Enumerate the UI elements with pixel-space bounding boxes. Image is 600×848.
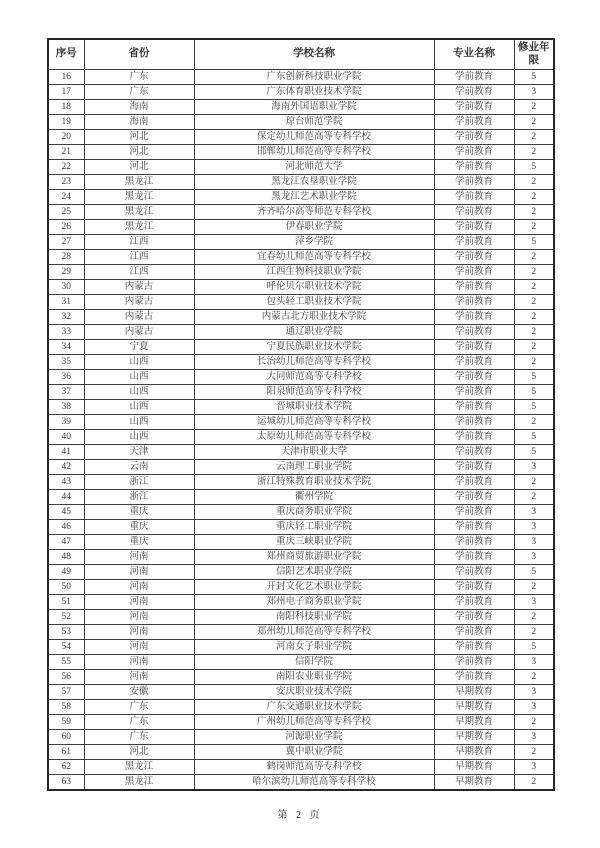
table-row bbox=[48, 730, 554, 745]
cell-school-name: 河北师范大学 bbox=[194, 160, 434, 175]
cell-index: 32 bbox=[48, 310, 84, 325]
cell-duration: 2 bbox=[514, 325, 554, 340]
cell-province: 重庆 bbox=[84, 535, 194, 550]
cell-province: 山西 bbox=[84, 355, 194, 370]
col-header-index: 序号 bbox=[48, 39, 84, 70]
cell-index: 44 bbox=[48, 490, 84, 505]
cell-school-name: 保定幼儿师范高等专科学校 bbox=[194, 130, 434, 145]
cell-index: 42 bbox=[48, 460, 84, 475]
cell-province: 内蒙古 bbox=[84, 325, 194, 340]
cell-index: 29 bbox=[48, 265, 84, 280]
cell-major-name: 学前教育 bbox=[434, 370, 514, 385]
cell-duration: 2 bbox=[514, 580, 554, 595]
cell-school-name: 邯郸幼儿师范高等专科学校 bbox=[194, 145, 434, 160]
cell-school-name: 广州幼儿师范高等专科学校 bbox=[194, 715, 434, 730]
cell-province: 内蒙古 bbox=[84, 310, 194, 325]
cell-province: 河北 bbox=[84, 160, 194, 175]
cell-duration: 2 bbox=[514, 265, 554, 280]
cell-school-name: 河南女子职业学院 bbox=[194, 640, 434, 655]
cell-index: 39 bbox=[48, 415, 84, 430]
cell-province: 黑龙江 bbox=[84, 760, 194, 775]
cell-major-name: 学前教育 bbox=[434, 310, 514, 325]
cell-duration: 2 bbox=[514, 490, 554, 505]
cell-major-name: 早期教育 bbox=[434, 745, 514, 760]
cell-school-name: 黑龙江艺术职业学院 bbox=[194, 190, 434, 205]
cell-duration: 2 bbox=[514, 775, 554, 791]
cell-school-name: 郑州商贸旅游职业学院 bbox=[194, 550, 434, 565]
cell-school-name: 广东体育职业技术学院 bbox=[194, 85, 434, 100]
cell-province: 河北 bbox=[84, 745, 194, 760]
cell-school-name: 大同师范高等专科学校 bbox=[194, 370, 434, 385]
table-header bbox=[48, 39, 554, 70]
cell-province: 云南 bbox=[84, 460, 194, 475]
cell-province: 广东 bbox=[84, 700, 194, 715]
cell-duration: 2 bbox=[514, 220, 554, 235]
cell-school-name: 重庆商务职业学院 bbox=[194, 505, 434, 520]
cell-school-name: 海南外国语职业学院 bbox=[194, 100, 434, 115]
cell-school-name: 内蒙古北方职业技术学院 bbox=[194, 310, 434, 325]
cell-major-name: 早期教育 bbox=[434, 760, 514, 775]
table-row bbox=[48, 70, 554, 85]
cell-major-name: 早期教育 bbox=[434, 685, 514, 700]
cell-school-name: 衢州学院 bbox=[194, 490, 434, 505]
cell-index: 24 bbox=[48, 190, 84, 205]
table-row bbox=[48, 385, 554, 400]
cell-province: 河北 bbox=[84, 130, 194, 145]
table-row bbox=[48, 535, 554, 550]
header-row bbox=[48, 39, 554, 70]
cell-major-name: 学前教育 bbox=[434, 130, 514, 145]
cell-duration: 2 bbox=[514, 670, 554, 685]
cell-duration: 2 bbox=[514, 115, 554, 130]
cell-index: 54 bbox=[48, 640, 84, 655]
cell-province: 内蒙古 bbox=[84, 280, 194, 295]
cell-index: 45 bbox=[48, 505, 84, 520]
cell-school-name: 江西生物科技职业学院 bbox=[194, 265, 434, 280]
table-row bbox=[48, 700, 554, 715]
table-row bbox=[48, 100, 554, 115]
cell-duration: 3 bbox=[514, 760, 554, 775]
cell-province: 海南 bbox=[84, 100, 194, 115]
cell-duration: 3 bbox=[514, 535, 554, 550]
cell-major-name: 学前教育 bbox=[434, 655, 514, 670]
cell-province: 河南 bbox=[84, 550, 194, 565]
cell-school-name: 重庆三峡职业学院 bbox=[194, 535, 434, 550]
cell-school-name: 浙江特殊教育职业技术学院 bbox=[194, 475, 434, 490]
cell-province: 山西 bbox=[84, 385, 194, 400]
col-header-duration: 修业年限 bbox=[514, 39, 554, 70]
cell-index: 57 bbox=[48, 685, 84, 700]
cell-major-name: 学前教育 bbox=[434, 670, 514, 685]
cell-school-name: 信阳艺术职业学院 bbox=[194, 565, 434, 580]
cell-major-name: 学前教育 bbox=[434, 610, 514, 625]
page-number: 第 2 页 bbox=[277, 810, 323, 821]
cell-province: 重庆 bbox=[84, 505, 194, 520]
cell-duration: 3 bbox=[514, 655, 554, 670]
cell-index: 34 bbox=[48, 340, 84, 355]
cell-school-name: 呼伦贝尔职业技术学院 bbox=[194, 280, 434, 295]
cell-index: 48 bbox=[48, 550, 84, 565]
cell-province: 黑龙江 bbox=[84, 775, 194, 791]
col-header-province: 省份 bbox=[84, 39, 194, 70]
cell-province: 安徽 bbox=[84, 685, 194, 700]
table-row bbox=[48, 85, 554, 100]
cell-school-name: 伊春职业学院 bbox=[194, 220, 434, 235]
table-row bbox=[48, 610, 554, 625]
table-row bbox=[48, 250, 554, 265]
cell-school-name: 宜春幼儿师范高等专科学校 bbox=[194, 250, 434, 265]
cell-duration: 2 bbox=[514, 190, 554, 205]
cell-major-name: 学前教育 bbox=[434, 385, 514, 400]
cell-duration: 2 bbox=[514, 100, 554, 115]
table-row bbox=[48, 235, 554, 250]
table-row bbox=[48, 625, 554, 640]
table-row bbox=[48, 175, 554, 190]
cell-province: 河南 bbox=[84, 625, 194, 640]
cell-province: 广东 bbox=[84, 85, 194, 100]
table-row bbox=[48, 310, 554, 325]
table-row bbox=[48, 325, 554, 340]
cell-duration: 3 bbox=[514, 730, 554, 745]
cell-index: 31 bbox=[48, 295, 84, 310]
cell-duration: 2 bbox=[514, 280, 554, 295]
table-row bbox=[48, 505, 554, 520]
cell-major-name: 学前教育 bbox=[434, 475, 514, 490]
table-row bbox=[48, 565, 554, 580]
cell-duration: 2 bbox=[514, 295, 554, 310]
cell-index: 26 bbox=[48, 220, 84, 235]
cell-index: 51 bbox=[48, 595, 84, 610]
col-header-school-name: 学校名称 bbox=[194, 39, 434, 70]
cell-province: 江西 bbox=[84, 265, 194, 280]
cell-province: 江西 bbox=[84, 235, 194, 250]
cell-school-name: 鹤岗师范高等专科学校 bbox=[194, 760, 434, 775]
cell-duration: 3 bbox=[514, 700, 554, 715]
cell-province: 山西 bbox=[84, 430, 194, 445]
cell-major-name: 学前教育 bbox=[434, 535, 514, 550]
cell-province: 山西 bbox=[84, 415, 194, 430]
cell-index: 53 bbox=[48, 625, 84, 640]
cell-school-name: 冀中职业学院 bbox=[194, 745, 434, 760]
cell-index: 62 bbox=[48, 760, 84, 775]
cell-school-name: 信阳学院 bbox=[194, 655, 434, 670]
table-row bbox=[48, 160, 554, 175]
cell-school-name: 琼台师范学院 bbox=[194, 115, 434, 130]
cell-major-name: 学前教育 bbox=[434, 160, 514, 175]
cell-index: 23 bbox=[48, 175, 84, 190]
cell-school-name: 包头轻工职业技术学院 bbox=[194, 295, 434, 310]
cell-province: 山西 bbox=[84, 400, 194, 415]
cell-province: 河南 bbox=[84, 655, 194, 670]
cell-school-name: 广东创新科技职业学院 bbox=[194, 70, 434, 85]
cell-duration: 3 bbox=[514, 505, 554, 520]
cell-school-name: 萍乡学院 bbox=[194, 235, 434, 250]
table-row bbox=[48, 760, 554, 775]
cell-duration: 2 bbox=[514, 175, 554, 190]
cell-major-name: 学前教育 bbox=[434, 565, 514, 580]
cell-major-name: 学前教育 bbox=[434, 280, 514, 295]
cell-duration: 2 bbox=[514, 310, 554, 325]
cell-province: 广东 bbox=[84, 70, 194, 85]
table-row bbox=[48, 355, 554, 370]
cell-major-name: 学前教育 bbox=[434, 100, 514, 115]
cell-school-name: 黑龙江农垦职业学院 bbox=[194, 175, 434, 190]
table-row bbox=[48, 280, 554, 295]
cell-province: 广东 bbox=[84, 730, 194, 745]
cell-index: 46 bbox=[48, 520, 84, 535]
cell-major-name: 早期教育 bbox=[434, 700, 514, 715]
cell-index: 21 bbox=[48, 145, 84, 160]
table-row bbox=[48, 640, 554, 655]
cell-index: 35 bbox=[48, 355, 84, 370]
cell-index: 49 bbox=[48, 565, 84, 580]
cell-school-name: 郑州幼儿师范高等专科学校 bbox=[194, 625, 434, 640]
cell-school-name: 郑州电子商务职业学院 bbox=[194, 595, 434, 610]
cell-index: 25 bbox=[48, 205, 84, 220]
cell-index: 22 bbox=[48, 160, 84, 175]
cell-index: 40 bbox=[48, 430, 84, 445]
cell-index: 38 bbox=[48, 400, 84, 415]
cell-major-name: 学前教育 bbox=[434, 205, 514, 220]
cell-province: 河南 bbox=[84, 580, 194, 595]
cell-school-name: 晋城职业技术学院 bbox=[194, 400, 434, 415]
cell-province: 河南 bbox=[84, 610, 194, 625]
cell-major-name: 学前教育 bbox=[434, 295, 514, 310]
cell-duration: 3 bbox=[514, 460, 554, 475]
cell-school-name: 太原幼儿师范高等专科学校 bbox=[194, 430, 434, 445]
cell-major-name: 学前教育 bbox=[434, 115, 514, 130]
table-row bbox=[48, 340, 554, 355]
cell-index: 28 bbox=[48, 250, 84, 265]
cell-school-name: 重庆轻工职业学院 bbox=[194, 520, 434, 535]
cell-index: 47 bbox=[48, 535, 84, 550]
cell-province: 河北 bbox=[84, 145, 194, 160]
cell-major-name: 学前教育 bbox=[434, 415, 514, 430]
table-row bbox=[48, 220, 554, 235]
cell-duration: 5 bbox=[514, 430, 554, 445]
table-row bbox=[48, 775, 554, 791]
cell-major-name: 学前教育 bbox=[434, 445, 514, 460]
cell-province: 黑龙江 bbox=[84, 190, 194, 205]
cell-duration: 2 bbox=[514, 715, 554, 730]
cell-index: 19 bbox=[48, 115, 84, 130]
cell-duration: 5 bbox=[514, 640, 554, 655]
cell-major-name: 学前教育 bbox=[434, 145, 514, 160]
cell-school-name: 天津市职业大学 bbox=[194, 445, 434, 460]
cell-duration: 5 bbox=[514, 445, 554, 460]
cell-major-name: 学前教育 bbox=[434, 460, 514, 475]
cell-index: 41 bbox=[48, 445, 84, 460]
cell-major-name: 学前教育 bbox=[434, 220, 514, 235]
cell-index: 36 bbox=[48, 370, 84, 385]
cell-index: 43 bbox=[48, 475, 84, 490]
cell-index: 37 bbox=[48, 385, 84, 400]
cell-index: 59 bbox=[48, 715, 84, 730]
cell-major-name: 学前教育 bbox=[434, 580, 514, 595]
cell-duration: 2 bbox=[514, 145, 554, 160]
cell-school-name: 运城幼儿师范高等专科学校 bbox=[194, 415, 434, 430]
table-row bbox=[48, 130, 554, 145]
cell-school-name: 通辽职业学院 bbox=[194, 325, 434, 340]
cell-index: 16 bbox=[48, 70, 84, 85]
table-row bbox=[48, 400, 554, 415]
cell-index: 27 bbox=[48, 235, 84, 250]
table-row bbox=[48, 595, 554, 610]
cell-index: 33 bbox=[48, 325, 84, 340]
cell-index: 30 bbox=[48, 280, 84, 295]
table-row bbox=[48, 295, 554, 310]
table-row bbox=[48, 475, 554, 490]
cell-duration: 5 bbox=[514, 565, 554, 580]
cell-school-name: 南阳农业职业学院 bbox=[194, 670, 434, 685]
cell-major-name: 早期教育 bbox=[434, 775, 514, 791]
cell-index: 20 bbox=[48, 130, 84, 145]
cell-major-name: 学前教育 bbox=[434, 355, 514, 370]
cell-major-name: 学前教育 bbox=[434, 550, 514, 565]
table-body bbox=[48, 70, 554, 791]
cell-duration: 2 bbox=[514, 205, 554, 220]
cell-major-name: 学前教育 bbox=[434, 640, 514, 655]
cell-major-name: 学前教育 bbox=[434, 520, 514, 535]
cell-school-name: 长治幼儿师范高等专科学校 bbox=[194, 355, 434, 370]
table-row bbox=[48, 490, 554, 505]
cell-major-name: 学前教育 bbox=[434, 190, 514, 205]
table-row bbox=[48, 430, 554, 445]
cell-duration: 2 bbox=[514, 250, 554, 265]
table-row bbox=[48, 190, 554, 205]
cell-duration: 3 bbox=[514, 595, 554, 610]
cell-index: 55 bbox=[48, 655, 84, 670]
cell-index: 17 bbox=[48, 85, 84, 100]
cell-province: 广东 bbox=[84, 715, 194, 730]
cell-duration: 3 bbox=[514, 85, 554, 100]
cell-duration: 2 bbox=[514, 610, 554, 625]
cell-duration: 5 bbox=[514, 70, 554, 85]
cell-major-name: 学前教育 bbox=[434, 235, 514, 250]
cell-province: 河南 bbox=[84, 670, 194, 685]
cell-school-name: 齐齐哈尔高等师范专科学校 bbox=[194, 205, 434, 220]
cell-duration: 5 bbox=[514, 370, 554, 385]
cell-school-name: 云南理工职业学院 bbox=[194, 460, 434, 475]
cell-province: 内蒙古 bbox=[84, 295, 194, 310]
cell-province: 海南 bbox=[84, 115, 194, 130]
cell-province: 宁夏 bbox=[84, 340, 194, 355]
table-row bbox=[48, 655, 554, 670]
cell-index: 61 bbox=[48, 745, 84, 760]
cell-index: 18 bbox=[48, 100, 84, 115]
cell-major-name: 早期教育 bbox=[434, 715, 514, 730]
cell-index: 60 bbox=[48, 730, 84, 745]
table-row bbox=[48, 415, 554, 430]
cell-major-name: 学前教育 bbox=[434, 340, 514, 355]
cell-index: 63 bbox=[48, 775, 84, 791]
cell-province: 黑龙江 bbox=[84, 205, 194, 220]
cell-index: 52 bbox=[48, 610, 84, 625]
cell-school-name: 安庆职业技术学院 bbox=[194, 685, 434, 700]
cell-province: 浙江 bbox=[84, 475, 194, 490]
cell-province: 河南 bbox=[84, 640, 194, 655]
table-row bbox=[48, 520, 554, 535]
cell-duration: 3 bbox=[514, 550, 554, 565]
cell-duration: 3 bbox=[514, 520, 554, 535]
cell-duration: 2 bbox=[514, 745, 554, 760]
cell-duration: 5 bbox=[514, 235, 554, 250]
cell-major-name: 学前教育 bbox=[434, 505, 514, 520]
table-row bbox=[48, 115, 554, 130]
cell-school-name: 哈尔滨幼儿师范高等专科学校 bbox=[194, 775, 434, 791]
table-row bbox=[48, 145, 554, 160]
cell-school-name: 南阳科技职业学院 bbox=[194, 610, 434, 625]
table-row bbox=[48, 670, 554, 685]
table-row bbox=[48, 550, 554, 565]
col-header-major-name: 专业名称 bbox=[434, 39, 514, 70]
cell-school-name: 开封文化艺术职业学院 bbox=[194, 580, 434, 595]
cell-province: 河南 bbox=[84, 595, 194, 610]
cell-major-name: 学前教育 bbox=[434, 250, 514, 265]
table-row bbox=[48, 460, 554, 475]
cell-duration: 5 bbox=[514, 400, 554, 415]
cell-duration: 5 bbox=[514, 160, 554, 175]
cell-province: 黑龙江 bbox=[84, 220, 194, 235]
cell-school-name: 广东交通职业技术学院 bbox=[194, 700, 434, 715]
cell-province: 河南 bbox=[84, 565, 194, 580]
cell-duration: 2 bbox=[514, 355, 554, 370]
cell-province: 天津 bbox=[84, 445, 194, 460]
table-row bbox=[48, 445, 554, 460]
cell-major-name: 学前教育 bbox=[434, 70, 514, 85]
cell-major-name: 学前教育 bbox=[434, 85, 514, 100]
cell-major-name: 学前教育 bbox=[434, 325, 514, 340]
table-row bbox=[48, 580, 554, 595]
school-list-table bbox=[47, 38, 555, 791]
cell-major-name: 学前教育 bbox=[434, 265, 514, 280]
table-row bbox=[48, 370, 554, 385]
cell-major-name: 早期教育 bbox=[434, 730, 514, 745]
cell-major-name: 学前教育 bbox=[434, 175, 514, 190]
cell-index: 58 bbox=[48, 700, 84, 715]
table-row bbox=[48, 265, 554, 280]
cell-duration: 2 bbox=[514, 340, 554, 355]
cell-duration: 2 bbox=[514, 475, 554, 490]
table-row bbox=[48, 745, 554, 760]
cell-duration: 2 bbox=[514, 130, 554, 145]
cell-province: 山西 bbox=[84, 370, 194, 385]
table-row bbox=[48, 685, 554, 700]
cell-province: 黑龙江 bbox=[84, 175, 194, 190]
cell-duration: 2 bbox=[514, 625, 554, 640]
cell-major-name: 学前教育 bbox=[434, 430, 514, 445]
cell-province: 江西 bbox=[84, 250, 194, 265]
table-row bbox=[48, 205, 554, 220]
cell-major-name: 学前教育 bbox=[434, 400, 514, 415]
cell-duration: 2 bbox=[514, 415, 554, 430]
cell-school-name: 河源职业学院 bbox=[194, 730, 434, 745]
cell-school-name: 阳泉师范高等专科学校 bbox=[194, 385, 434, 400]
cell-school-name: 宁夏民族职业技术学院 bbox=[194, 340, 434, 355]
cell-major-name: 学前教育 bbox=[434, 595, 514, 610]
table-row bbox=[48, 715, 554, 730]
cell-major-name: 学前教育 bbox=[434, 490, 514, 505]
cell-duration: 5 bbox=[514, 385, 554, 400]
cell-index: 50 bbox=[48, 580, 84, 595]
cell-index: 56 bbox=[48, 670, 84, 685]
cell-major-name: 学前教育 bbox=[434, 625, 514, 640]
cell-province: 重庆 bbox=[84, 520, 194, 535]
cell-duration: 3 bbox=[514, 685, 554, 700]
cell-province: 浙江 bbox=[84, 490, 194, 505]
